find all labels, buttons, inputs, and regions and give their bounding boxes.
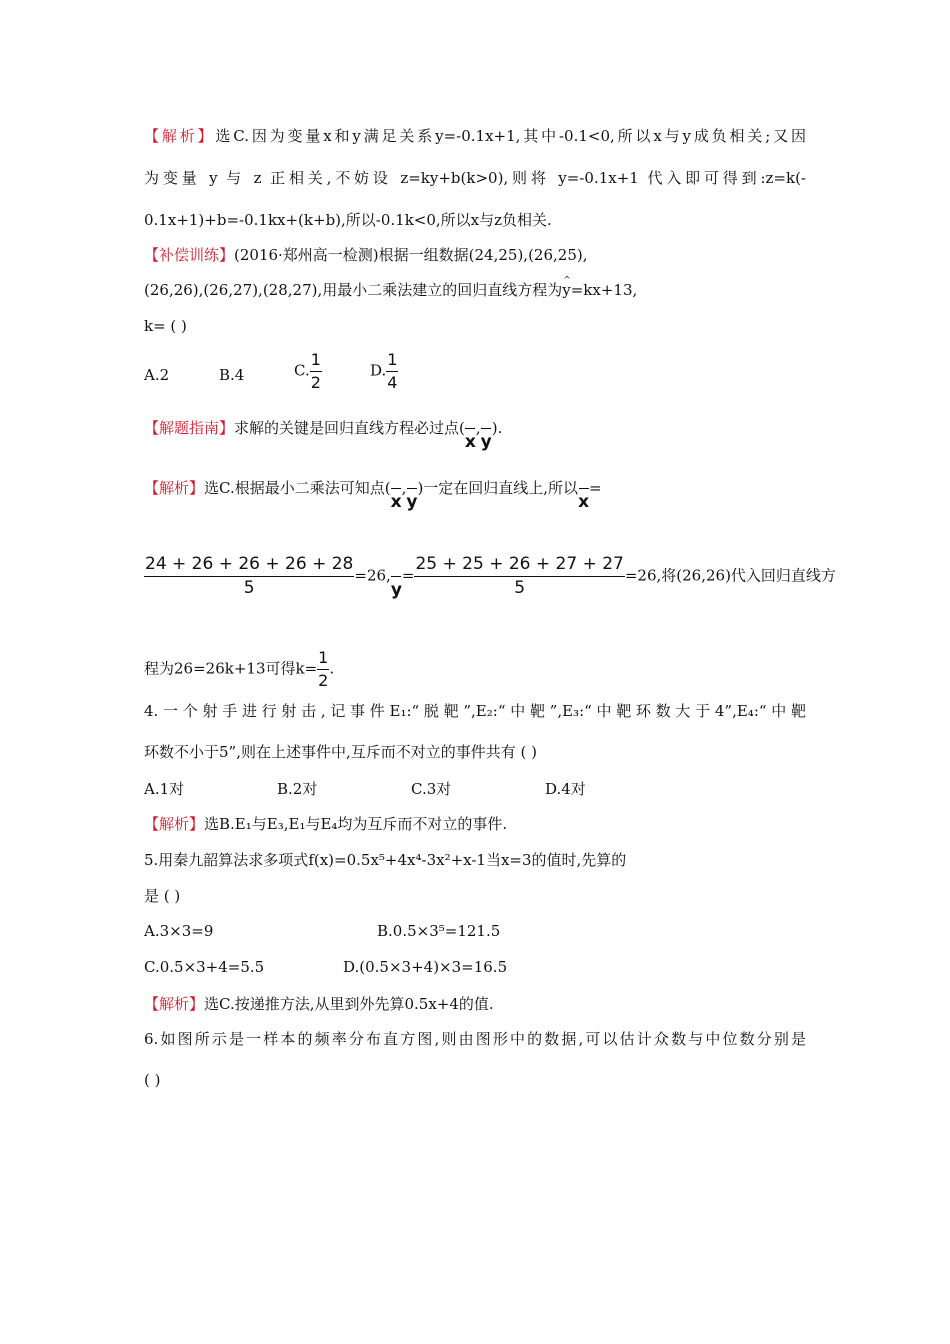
q5-line-2: 是 ( ) [144,887,181,905]
y-bar-symbol: y [481,428,492,451]
fraction-numerator: 1 [310,352,322,372]
q5-option-b: B.0.5×3⁵=121.5 [377,922,501,940]
y-bar-symbol: y [406,488,417,511]
bucheng-option-d [370,352,398,391]
x-bar-symbol: x [391,488,402,511]
comma: , [401,479,407,497]
bucheng-option-c [294,352,322,391]
y-hat-symbol: ^ y [562,280,570,300]
solution-2-line-3 [144,650,334,689]
equals-sign: = [401,566,415,585]
q3-solution-text-1: 选C.因为变量x和y满足关系y=-0.1x+1,其中-0.1<0,所以x与y成负相关;又因 [215,127,806,145]
q5-option-c: C.0.5×3+4=5.5 [144,958,265,976]
bucheng-line-1 [144,245,588,265]
bucheng-text-1: (2016·郑州高一检测)根据一组数据(24,25),(26,25), [234,246,588,264]
solution-2-text-1: 选C.根据最小二乘法可知点( [204,479,391,497]
guide-line [144,418,502,451]
bucheng-option-b: B.4 [219,366,245,384]
q5-option-a: A.3×3=9 [144,922,214,940]
q4-line-2: 环数不小于5”,则在上述事件中,互斥而不对立的事件共有 ( ) [144,743,537,761]
fraction-numerator: 24 + 26 + 26 + 26 + 28 [144,556,354,577]
q4-solution-text: 选B.E₁与E₃,E₁与E₄均为互斥而不对立的事件. [204,815,508,833]
x-bar-symbol: x [465,428,476,451]
q3-solution-line-2: 为变量 y 与 z 正相关,不妨设 z=ky+b(k>0),则将 y=-0.1x+1 代入即可得到:z=k(- [144,169,806,187]
q5-option-d: D.(0.5×3+4)×3=16.5 [343,958,508,976]
analysis-tag: 【解析】 [144,127,216,145]
y-bar-symbol: y [391,576,402,599]
q5-solution [144,994,494,1014]
bucheng-text-2: (26,26),(26,27),(28,27),用最小二乘法建立的回归直线方程为 [144,281,563,299]
option-c-label: C. [294,361,310,380]
fraction-denominator: 4 [387,373,398,392]
equals-sign: = [589,479,602,497]
fraction-denominator: 5 [514,578,526,598]
fraction-one-half [310,352,322,391]
comma: , [475,419,481,437]
q4-option-a: A.1对 [144,780,185,798]
q6-line-2: ( ) [144,1071,161,1089]
bucheng-line-3: k= ( ) [144,317,187,335]
bucheng-tag: 【补偿训练】 [144,246,235,264]
fraction-denominator: 2 [310,373,321,392]
guide-end: ). [491,419,503,437]
q4-line-1: 4.一个射手进行射击,记事件E₁:“脱靶”,E₂:“中靶”,E₃:“中靶环数大于4”,E₄:“中靶 [144,702,806,720]
solution-2-line-2 [144,556,836,599]
k-fraction [317,650,329,689]
q6-line-1: 6.如图所示是一样本的频率分布直方图,则由图形中的数据,可以估计众数与中位数分别是 [144,1030,806,1048]
q4-option-b: B.2对 [277,780,318,798]
mean-y-fraction [414,556,624,597]
fraction-numerator: 25 + 25 + 26 + 27 + 27 [414,556,624,577]
bucheng-line-2 [144,280,637,300]
q4-option-c: C.3对 [411,780,452,798]
q3-solution-line-1 [144,126,806,146]
fraction-numerator: 1 [317,650,329,670]
solution-2-text-2: )一定在回归直线上,所以 [417,479,579,497]
guide-text: 求解的关键是回归直线方程必过点( [234,419,465,437]
mean-x-result: =26, [354,566,391,585]
bucheng-option-a: A.2 [144,366,170,384]
fraction-denominator: 2 [318,671,329,690]
solution-2-line-1 [144,478,602,511]
fraction-one-quarter [386,352,398,391]
q3-solution-line-3: 0.1x+1)+b=-0.1kx+(k+b),所以-0.1k<0,所以x与z负相关. [144,211,552,229]
guide-tag: 【解题指南】 [144,419,235,437]
mean-x-fraction [144,556,354,597]
fraction-numerator: 1 [386,352,398,372]
solution-2-tail: =26,将(26,26)代入回归直线方 [624,566,836,585]
analysis-tag: 【解析】 [144,995,205,1013]
q5-line-1: 5.用秦九韶算法求多项式f(x)=0.5x⁵+4x⁴-3x²+x-1当x=3的值时,先算的 [144,851,627,869]
x-bar-symbol: x [578,488,589,511]
period: . [329,659,335,678]
option-d-label: D. [370,361,387,380]
bucheng-text-3: =kx+13, [570,281,638,299]
fraction-denominator: 5 [243,578,255,598]
q4-option-d: D.4对 [545,780,586,798]
q4-solution [144,814,507,834]
analysis-tag: 【解析】 [144,479,205,497]
q5-solution-text: 选C.按递推方法,从里到外先算0.5x+4的值. [204,995,494,1013]
solution-2-text-3: 程为26=26k+13可得k= [144,659,318,678]
analysis-tag: 【解析】 [144,815,205,833]
